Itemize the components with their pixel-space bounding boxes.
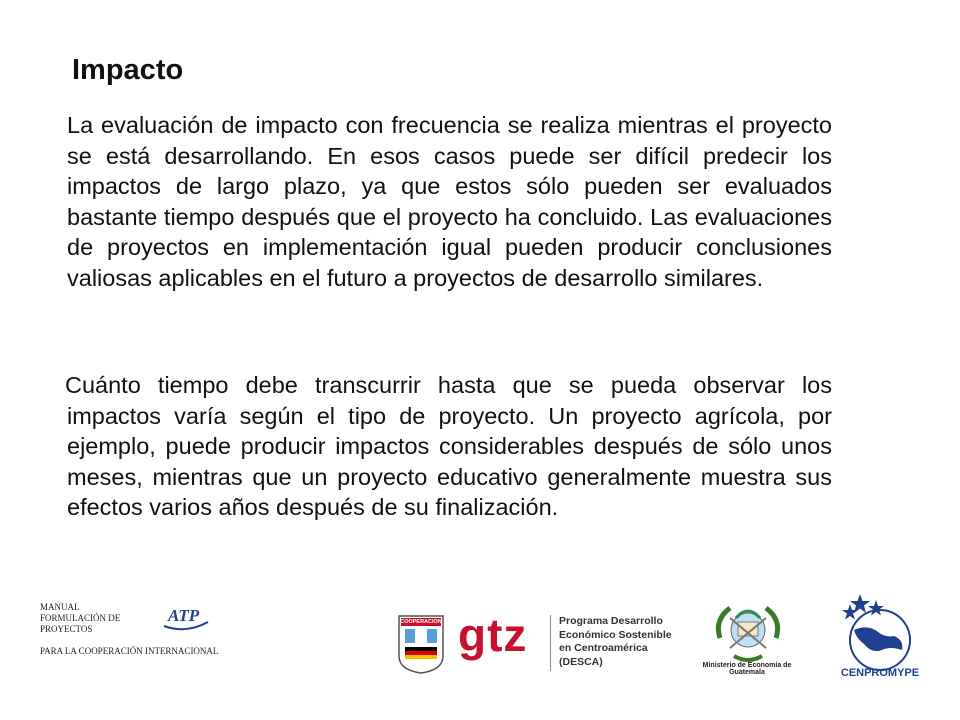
slide-title: Impacto bbox=[72, 54, 184, 86]
svg-text:CENPROMYPE: CENPROMYPE bbox=[840, 667, 920, 679]
mineco-caption: Ministerio de Economía de Guatemala bbox=[702, 662, 792, 676]
desca-line-2: Económico Sostenible bbox=[559, 628, 672, 641]
atp-logo bbox=[160, 604, 212, 634]
paragraph-impact-evaluation: La evaluación de impacto con frecuencia se realiza mientras el proyecto se está desarrollando. En esos casos puede ser difícil predecir los impactos de largo plazo, ya que estos sólo pueden ser evaluados bastante tiempo después que el proyecto ha concluido. Las evaluaciones de proyectos en implementación igual pueden producir conclusiones valiosas aplicables en el futuro a proyectos de desarrollo similares. bbox=[67, 112, 832, 291]
svg-text:COOPERACION: COOPERACION bbox=[400, 619, 442, 625]
gtz-logo: gtz bbox=[458, 609, 528, 661]
desca-line-1: Programa Desarrollo bbox=[559, 615, 663, 627]
paragraph-impact-timing: Cuánto tiempo debe transcurrir hasta que se pueda observar los impactos varía según el tipo de proyecto. Un proyecto agrícola, por ejemplo, puede producir impactos considerables después de sólo unos meses, mientras que un proyecto educativo generalmente muestra sus efectos varios años después de su finalización. bbox=[65, 372, 832, 520]
manual-line-1: MANUAL bbox=[40, 602, 80, 612]
desca-line-4: (DESCA) bbox=[559, 655, 603, 668]
svg-text:ATP: ATP bbox=[168, 606, 200, 625]
gtz-divider bbox=[550, 615, 551, 671]
desca-line-3: en Centroamérica bbox=[559, 642, 648, 654]
guatemala-coat-of-arms-icon bbox=[700, 598, 796, 672]
manual-line-3: PROYECTOS bbox=[40, 624, 93, 634]
desca-program-text bbox=[559, 615, 672, 669]
cooperacion-label bbox=[397, 614, 445, 626]
cenpromype-logo bbox=[820, 588, 938, 688]
manual-line-2: FORMULACIÓN DE bbox=[40, 613, 121, 623]
manual-line-4: PARA LA COOPERACIÓN INTERNACIONAL bbox=[40, 646, 219, 656]
